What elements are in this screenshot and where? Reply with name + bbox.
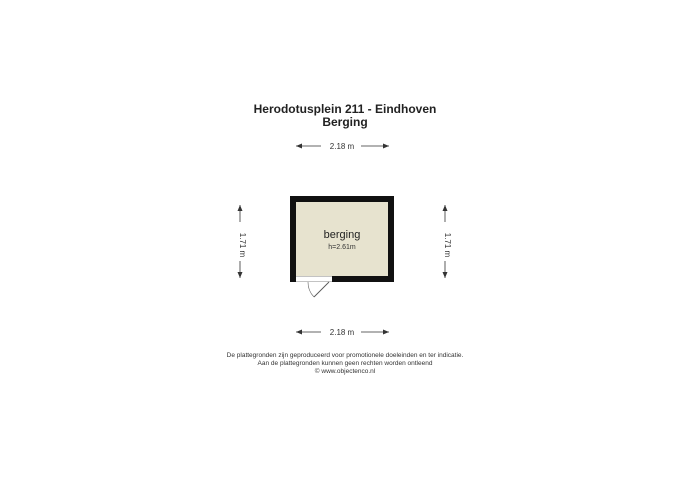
top-dimension-label: 2.18 m bbox=[329, 142, 355, 151]
right-dimension bbox=[443, 205, 453, 278]
left-dimension-label: 1.71 m bbox=[238, 232, 247, 258]
disclaimer-line-1: De plattegronden zijn geproduceerd voor promotionele doeleinden en ter indicatie. bbox=[226, 352, 464, 359]
right-dimension-label: 1.71 m bbox=[443, 232, 452, 258]
room-berging bbox=[290, 196, 394, 297]
door bbox=[296, 276, 332, 297]
bottom-dimension bbox=[296, 328, 389, 337]
door-swing-arc bbox=[308, 282, 314, 297]
bottom-dimension-label: 2.18 m bbox=[329, 328, 355, 337]
disclaimer-line-3: © www.objectenco.nl bbox=[314, 368, 376, 375]
top-dimension bbox=[296, 142, 389, 151]
room-name: berging bbox=[323, 229, 361, 241]
left-dimension bbox=[238, 205, 248, 278]
floor-title: Berging bbox=[322, 115, 368, 129]
room-height: h=2.61m bbox=[328, 244, 356, 251]
door-leaf bbox=[314, 282, 329, 297]
address-title: Herodotusplein 211 - Eindhoven bbox=[253, 102, 437, 116]
disclaimer-line-2: Aan de plattegronden kunnen geen rechten worden ontleend bbox=[257, 360, 433, 367]
